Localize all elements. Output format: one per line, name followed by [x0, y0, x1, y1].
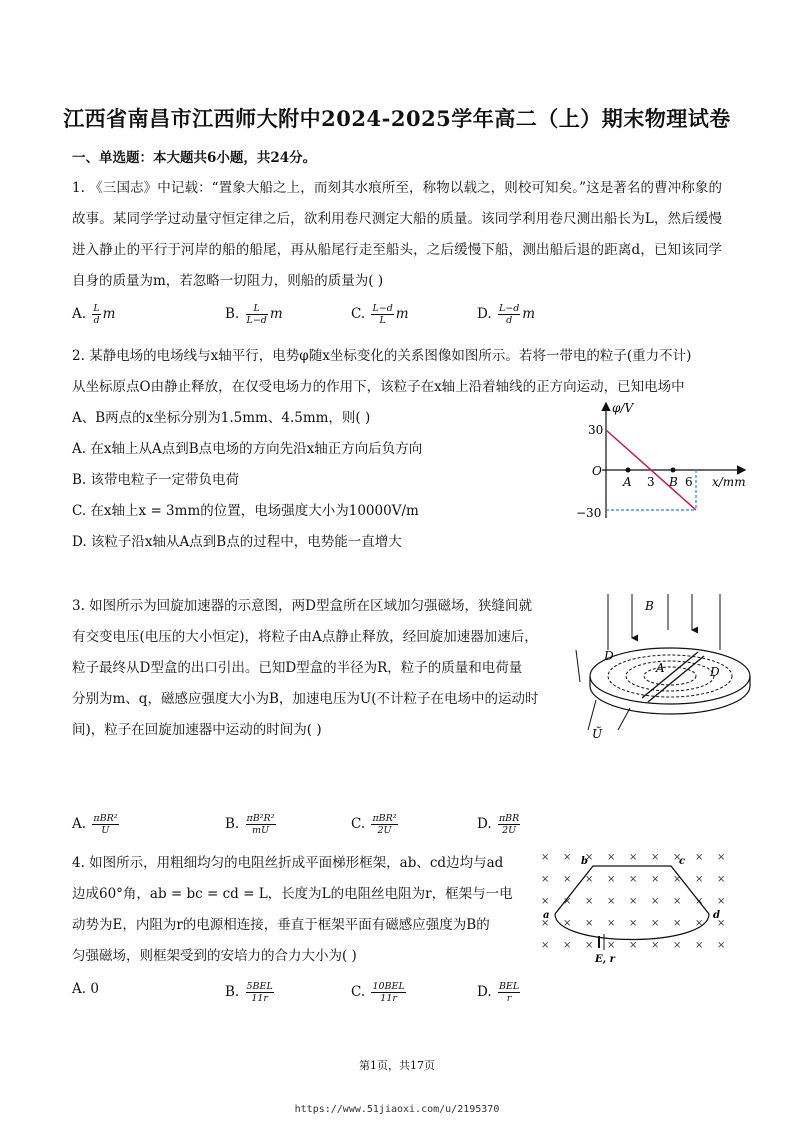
tick-3-label: 3 — [647, 475, 655, 489]
gap-line-1 — [642, 652, 698, 698]
question-4-option-d — [477, 981, 522, 1004]
field-cross: × — [651, 896, 660, 907]
field-cross: × — [651, 940, 660, 951]
field-cross: × — [563, 852, 572, 863]
field-cross: × — [585, 918, 594, 929]
question-4-line-2: 边成60°角，ab = bc = cd = L，长度为L的电阻丝电阻为r，框架与一电 — [72, 886, 513, 902]
field-cross: × — [541, 852, 550, 863]
field-cross: × — [651, 918, 660, 929]
option-fraction — [92, 813, 118, 836]
option-fraction — [246, 981, 274, 1004]
question-3-line-3: 粒子最终从D型盒的出口引出。已知D型盒的半径为R，粒子的质量和电荷量 — [72, 660, 523, 676]
question-3-line-1: 3. 如图所示为回旋加速器的示意图，两D型盒所在区域加匀强磁场，狭缝间就 — [72, 598, 532, 614]
question-4-option-b — [225, 981, 276, 1004]
point-a-label: A — [623, 475, 632, 489]
field-cross: × — [673, 896, 682, 907]
field-cross: × — [695, 940, 704, 951]
fraction-numerator: L−d — [498, 303, 520, 314]
question-1-text: 1. 《三国志》中记载：“置象大船之上，而刻其水痕所至，称物以载之，则校可知矣。”这是著名的曹冲称象的故事。某同学学过动量守恒定律之后，欲利用卷尺测定大船的质量。该同学利用卷尺测出船长为L，然后缓慢进入静止的平行于河岸的船的船尾，再从船尾行走至船头，之后缓慢下船，测出船后退的距离d，已知该同学自身的质量为m，若忽略一切阻力，则船的质量为( ) — [72, 180, 722, 289]
fraction-denominator: 11r — [380, 993, 397, 1004]
option-fraction — [371, 303, 393, 326]
field-cross: × — [673, 940, 682, 951]
vertex-label-b: b — [581, 856, 588, 867]
question-2-option-c: C. 在x轴上x = 3mm的位置，电场强度大小为10000V/m — [72, 503, 419, 519]
origin-label: O — [592, 464, 602, 478]
field-cross: × — [673, 874, 682, 885]
orbit-2 — [626, 661, 714, 691]
field-cross: × — [629, 852, 638, 863]
question-3-option-c — [351, 813, 400, 836]
d-right-label: D — [710, 665, 720, 679]
question-1-option-a — [72, 303, 115, 326]
question-3-option-a — [72, 813, 121, 836]
field-cross: × — [585, 940, 594, 951]
fraction-denominator: 11r — [251, 993, 268, 1004]
option-label: B. — [225, 306, 244, 322]
option-label: C. — [351, 306, 370, 322]
option-fraction — [498, 813, 520, 836]
question-4-line-3: 动势为E，内阻为r的电源相连接，垂直于框架平面有磁感应强度为B的 — [72, 917, 490, 933]
option-label: C. — [351, 816, 370, 832]
fraction-numerator: πBR² — [372, 813, 397, 824]
field-cross: × — [541, 918, 550, 929]
field-cross: × — [629, 874, 638, 885]
option-label: D. — [477, 984, 496, 1000]
fraction-numerator: 10BEL — [372, 981, 405, 992]
option-value: 0 — [90, 981, 99, 997]
fraction-numerator: πBR² — [93, 813, 118, 824]
option-tail: m — [522, 306, 536, 322]
option-fraction — [371, 981, 405, 1004]
option-fraction — [246, 303, 268, 326]
question-2-option-a: A. 在x轴上从A点到B点电场的方向先沿x轴正方向后负方向 — [72, 441, 423, 457]
question-3-line-5: 间)，粒子在回旋加速器中运动的时间为( ) — [72, 722, 322, 738]
question-2-line-2: 从坐标原点O由静止释放，在仅受电场力的作用下，该粒子在x轴上沿着轴线的正方向运动，已知电场中 — [72, 379, 685, 395]
field-cross: × — [717, 852, 726, 863]
fraction-numerator: BEL — [498, 981, 520, 992]
question-4-option-a — [72, 981, 99, 997]
question-1-option-d — [477, 303, 535, 326]
lead-wire-3 — [618, 708, 630, 730]
field-cross: × — [717, 874, 726, 885]
field-cross: × — [695, 918, 704, 929]
option-label: A. — [72, 306, 91, 322]
field-cross: × — [607, 874, 616, 885]
field-cross: × — [607, 896, 616, 907]
option-label: A. — [72, 816, 91, 832]
option-label: B. — [225, 816, 244, 832]
question-1-option-c — [351, 303, 409, 326]
fraction-numerator: 5BEL — [246, 981, 273, 992]
d-left-label: D — [604, 649, 614, 663]
fraction-denominator: 2U — [502, 825, 517, 836]
option-tail: m — [102, 306, 116, 322]
question-3-line-2: 有交变电压(电压的大小恒定)，将粒子由A点静止释放，经回旋加速器加速后， — [72, 629, 538, 645]
fraction-numerator: πBR — [498, 813, 520, 824]
field-cross: × — [695, 896, 704, 907]
option-tail: m — [395, 306, 409, 322]
question-3-line-4: 分别为m、q，磁感应强度大小为B，加速电压为U(不计粒子在电场中的运动时 — [72, 691, 539, 707]
y-axis-label: φ/V — [612, 401, 634, 415]
fraction-numerator: L — [246, 303, 268, 315]
option-label: D. — [477, 816, 496, 832]
fraction-denominator: d — [506, 315, 513, 326]
fraction-denominator: L — [379, 315, 386, 326]
source-url: https://www.51jiaoxi.com/u/2195370 — [294, 1104, 500, 1115]
option-tail: m — [269, 306, 283, 322]
point-b-label: B — [669, 475, 678, 489]
field-cross: × — [585, 874, 594, 885]
field-cross: × — [651, 874, 660, 885]
u-label: Ũ — [592, 727, 603, 740]
vertex-label-d: d — [713, 910, 720, 921]
fraction-denominator: mU — [252, 825, 270, 836]
lead-wire-2 — [588, 700, 596, 730]
field-cross: × — [717, 896, 726, 907]
field-cross: × — [563, 940, 572, 951]
y-bottom-label: −30 — [576, 506, 602, 520]
field-cross: × — [563, 874, 572, 885]
field-cross: × — [629, 896, 638, 907]
question-4-line-1: 4. 如图所示，用粗细均匀的电阻丝折成平面梯形框架，ab、cd边均与ad — [72, 855, 504, 871]
trapezoid-figure — [535, 848, 735, 966]
field-cross: × — [607, 918, 616, 929]
vertex-label-a: a — [543, 910, 550, 921]
question-4-option-c — [351, 981, 408, 1004]
field-cross: × — [695, 852, 704, 863]
question-1-option-b — [225, 303, 283, 326]
potential-graph — [572, 398, 752, 528]
field-cross: × — [585, 852, 594, 863]
option-label: D. — [477, 306, 496, 322]
option-label: B. — [225, 984, 244, 1000]
vertex-label-c: c — [679, 856, 686, 867]
d-box-outer — [590, 648, 750, 704]
y-top-label: 30 — [588, 423, 604, 437]
fraction-denominator: r — [506, 993, 512, 1004]
question-3-option-d — [477, 813, 522, 836]
option-label: C. — [351, 984, 370, 1000]
option-label: A. — [72, 981, 91, 997]
field-cross: × — [607, 852, 616, 863]
section-heading: 一、单选题：本大题共6小题，共24分。 — [72, 150, 317, 166]
page-title: 江西省南昌市江西师大附中2024-2025学年高二（上）期末物理试卷 — [63, 106, 731, 131]
fraction-denominator: 2U — [377, 825, 392, 836]
field-cross: × — [541, 874, 550, 885]
field-cross: × — [563, 896, 572, 907]
point-b — [671, 468, 676, 473]
fraction-numerator: L−d — [372, 303, 393, 314]
point-a — [626, 468, 631, 473]
lead-wire-1 — [576, 650, 580, 682]
magnetic-field-crosses — [541, 852, 725, 951]
option-fraction — [371, 813, 397, 836]
field-cross: × — [541, 940, 550, 951]
option-fraction — [498, 303, 520, 326]
page-footer: 第1页，共17页 — [359, 1059, 435, 1072]
field-cross: × — [563, 918, 572, 929]
fraction-numerator: πB²R² — [246, 813, 275, 824]
tick-6-label: 6 — [685, 475, 693, 489]
option-fraction — [246, 813, 276, 836]
fraction-denominator: U — [101, 825, 110, 836]
field-cross: × — [651, 852, 660, 863]
question-2-option-b: B. 该带电粒子一定带负电荷 — [72, 472, 240, 488]
field-cross: × — [607, 940, 616, 951]
field-cross: × — [717, 918, 726, 929]
fraction-numerator: L — [93, 303, 100, 314]
question-2-option-d: D. 该粒子沿x轴从A点到B点的过程中，电势能一直增大 — [72, 534, 402, 550]
cyclotron-figure — [570, 590, 760, 740]
question-2-line-1: 2. 某静电场的电场线与x轴平行，电势φ随x坐标变化的关系图像如图所示。若将一带电的粒子(重力不计) — [72, 348, 692, 364]
question-4-line-4: 匀强磁场，则框架受到的安培力的合力大小为( ) — [72, 948, 357, 964]
b-label: B — [645, 599, 654, 613]
d-box-side — [590, 676, 750, 714]
field-cross: × — [695, 874, 704, 885]
fraction-denominator: d — [93, 315, 100, 326]
field-cross: × — [585, 896, 594, 907]
option-fraction — [92, 303, 100, 326]
x-axis-label: x/mm — [712, 475, 746, 489]
field-cross: × — [717, 940, 726, 951]
fraction-denominator: L−d — [246, 315, 267, 326]
field-cross: × — [541, 896, 550, 907]
question-2-line-3: A、B两点的x坐标分别为1.5mm、4.5mm，则( ) — [72, 410, 371, 426]
a-label: A — [656, 661, 665, 675]
option-fraction — [498, 981, 520, 1004]
magnetic-field-lines — [608, 594, 720, 650]
field-cross: × — [629, 940, 638, 951]
field-cross: × — [673, 852, 682, 863]
field-cross: × — [629, 918, 638, 929]
vertex-label-src: E, r — [595, 954, 615, 965]
question-3-option-b — [225, 813, 278, 836]
field-cross: × — [673, 918, 682, 929]
